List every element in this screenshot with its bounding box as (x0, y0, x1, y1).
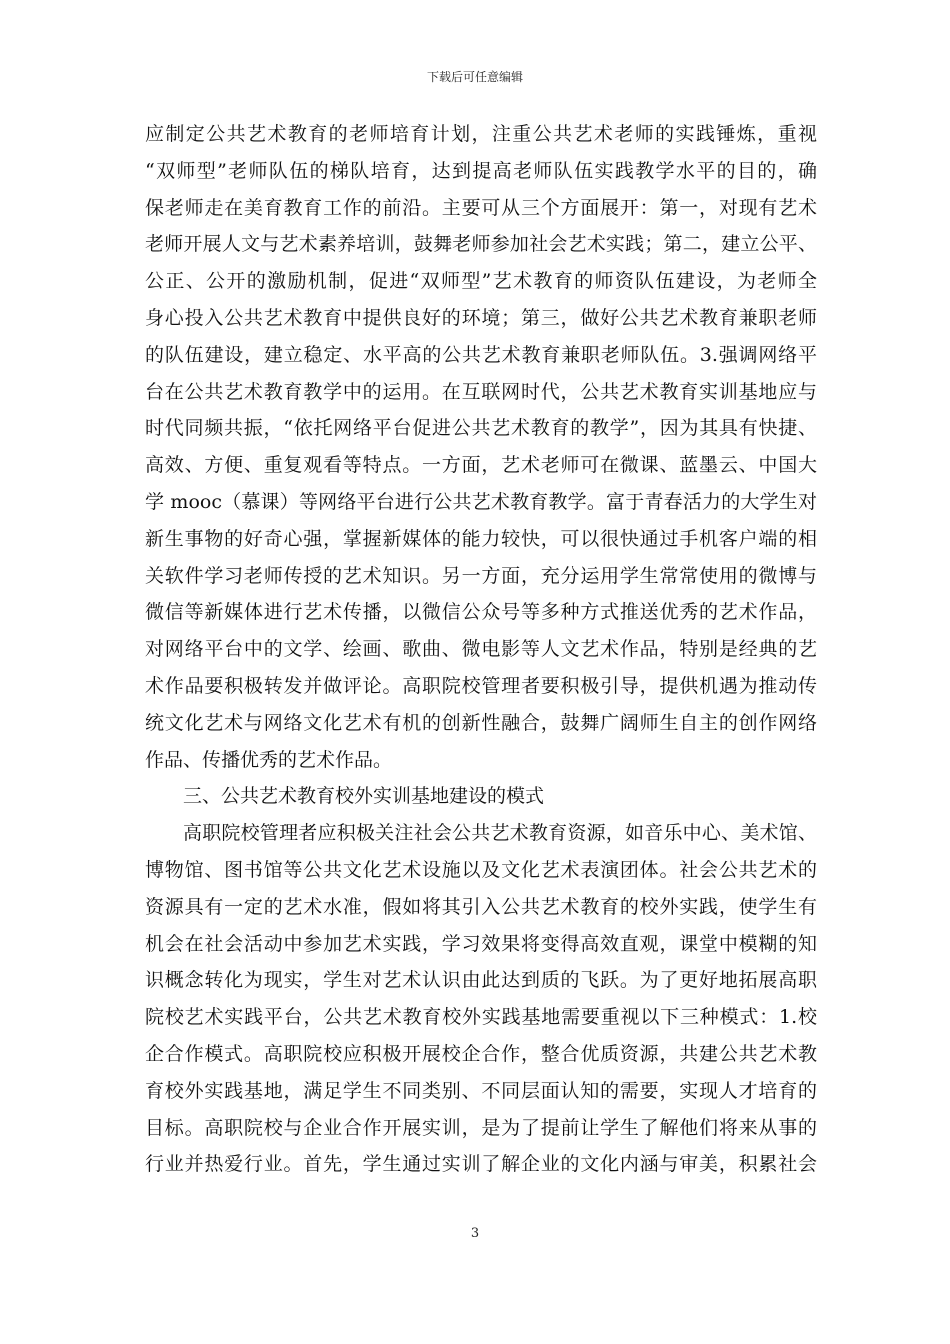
text-line: 微信等新媒体进行艺术传播，以微信公众号等多种方式推送优秀的艺术作品， (145, 601, 817, 624)
text-line: 育校外实践基地，满足学生不同类别、不同层面认知的需要，实现人才培育的 (145, 1079, 817, 1102)
text-line: 目标。高职院校与企业合作开展实训，是为了提前让学生了解他们将来从事的 (145, 1116, 817, 1139)
page-number: 3 (470, 1226, 480, 1241)
text-line: 高效、方便、重复观看等特点。一方面，艺术老师可在微课、蓝墨云、中国大 (145, 454, 817, 477)
text-line: 高职院校管理者应积极关注社会公共艺术教育资源，如音乐中心、美术馆、 (183, 822, 817, 845)
section-heading: 三、公共艺术教育校外实训基地建设的模式 (183, 785, 545, 808)
text-line: 识概念转化为现实，学生对艺术认识由此达到质的飞跃。为了更好地拓展高职 (145, 969, 817, 992)
text-line: 保老师走在美育教育工作的前沿。主要可从三个方面展开：第一，对现有艺术 (145, 196, 817, 219)
document-body (145, 116, 817, 1183)
text-line: 新生事物的好奇心强，掌握新媒体的能力较快，可以很快通过手机客户端的相 (145, 527, 817, 550)
text-line: 对网络平台中的文学、绘画、歌曲、微电影等人文艺术作品，特别是经典的艺 (145, 638, 817, 661)
text-line: 关软件学习老师传授的艺术知识。另一方面，充分运用学生常常使用的微博与 (145, 564, 817, 587)
text-line: 身心投入公共艺术教育中提供良好的环境；第三，做好公共艺术教育兼职老师 (145, 306, 817, 329)
text-line: 资源具有一定的艺术水准，假如将其引入公共艺术教育的校外实践，使学生有 (145, 895, 817, 918)
text-line: 学 mooc（慕课）等网络平台进行公共艺术教育教学。富于青春活力的大学生对 (145, 490, 817, 513)
text-line: “双师型”老师队伍的梯队培育，达到提高老师队伍实践教学水平的目的，确 (145, 159, 817, 182)
text-line: 作品、传播优秀的艺术作品。 (145, 748, 393, 771)
text-line: 时代同频共振，“依托网络平台促进公共艺术教育的教学”，因为其具有快捷、 (145, 417, 817, 440)
text-line: 术作品要积极转发并做评论。高职院校管理者要积极引导，提供机遇为推动传 (145, 674, 817, 697)
text-line: 应制定公共艺术教育的老师培育计划，注重公共艺术老师的实践锤炼，重视 (145, 123, 817, 145)
text-line: 台在公共艺术教育教学中的运用。在互联网时代，公共艺术教育实训基地应与 (145, 380, 817, 403)
text-line: 院校艺术实践平台，公共艺术教育校外实践基地需要重视以下三种模式：1.校 (145, 1006, 817, 1029)
text-line: 的队伍建设，建立稳定、水平高的公共艺术教育兼职老师队伍。3.强调网络平 (145, 343, 817, 366)
text-line: 公正、公开的激励机制，促进“双师型”艺术教育的师资队伍建设，为老师全 (145, 270, 817, 293)
page-header: 下载后可任意编辑 (426, 70, 523, 84)
text-line: 机会在社会活动中参加艺术实践，学习效果将变得高效直观，课堂中模糊的知 (145, 932, 817, 955)
text-line: 老师开展人文与艺术素养培训，鼓舞老师参加社会艺术实践；第二，建立公平、 (145, 233, 817, 256)
text-line: 统文化艺术与网络文化艺术有机的创新性融合，鼓舞广阔师生自主的创作网络 (145, 711, 817, 734)
text-line: 行业并热爱行业。首先，学生通过实训了解企业的文化内涵与审美，积累社会 (145, 1153, 817, 1176)
text-line: 博物馆、图书馆等公共文化艺术设施以及文化艺术表演团体。社会公共艺术的 (145, 858, 817, 881)
text-line: 企合作模式。高职院校应积极开展校企合作，整合优质资源，共建公共艺术教 (145, 1042, 817, 1065)
